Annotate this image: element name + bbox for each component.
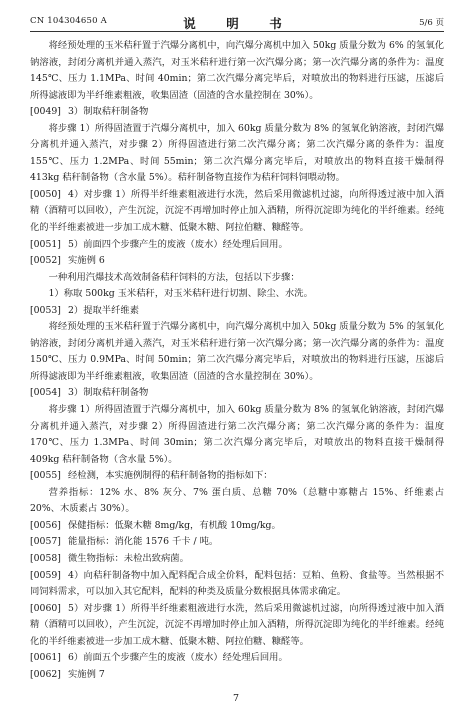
paragraph: 将经预处理的玉米秸秆置于汽爆分离机中，向汽爆分离机中加入 50kg 质量分数为 5% 的氢氧化钠溶液，封闭分离机并通入蒸汽，对玉米秸秆进行第一次汽爆分离；第一次汽爆分离的条件为：温度 150℃、压力 0.9MPa、时间 50min；第二次汽爆分离完毕后，对喷放出的物料进行压滤，压滤后所得滤液即为半纤维素粗液，收集固渣（固渣的含水量控制在 30%）。	[30, 321, 444, 382]
paragraph: [0061] 6）前面五个步骤产生的废液（废水）经处理后回用。	[30, 650, 444, 667]
paragraph: 将步骤 1）所得固渣置于汽爆分离机中，加入 60kg 质量分数为 8% 的氢氧化钠溶液，封闭汽爆分离机并通入蒸汽，对步骤 2）所得固渣进行第二次汽爆分离；第二次汽爆分离的条件为：温度 155℃、压力 1.2MPa、时间 55min；第二次汽爆分离完毕后，对喷放出的物料直接干燥制得 413kg 秸秆制备物（含水量 5%）。秸秆制备物直接作为秸秆饲料饲喂动物。	[30, 122, 444, 184]
paragraph: 将步骤 1）所得固渣置于汽爆分离机中，加入 60kg 质量分数为 8% 的氢氧化钠溶液，封闭汽爆分离机并通入蒸汽，对步骤 2）所得固渣进行第二次汽爆分离；第二次汽爆分离的条件为：温度 170℃、压力 1.3MPa、时间 30min；第二次汽爆分离完毕后，对喷放出的物料直接干燥制得 409kg 秸秆制备物（含水量 5%）。	[30, 404, 444, 465]
page-number: 7	[232, 693, 240, 704]
paragraph: 一种利用汽爆技术高效制备秸秆饲料的方法，包括以下步骤：	[48, 271, 300, 283]
header-divider	[30, 31, 444, 32]
paragraph-number: [0054]	[30, 387, 61, 399]
paragraph: [0051] 5）前面四个步骤产生的废液（废水）经处理后回用。	[30, 237, 444, 254]
paragraph-number: [0052]	[30, 255, 61, 267]
paragraph-number: [0060]	[30, 602, 61, 614]
patent-number: CN 104304650 A	[30, 16, 107, 26]
paragraph: [0050] 4）对步骤 1）所得半纤维素粗液进行水洗，然后采用微滤机过滤，向所得透过液中加入酒精（酒精可以回收），产生沉淀，沉淀不再增加时停止加入酒精，所得沉淀即为纯化的半纤维素。经纯化的半纤维素被进一步加工成木糖、低聚木糖、阿拉伯糖、糠醛等。	[30, 188, 444, 234]
paragraph: [0058] 微生物指标：未检出致病菌。	[30, 551, 444, 568]
document-title: 说 明 书	[183, 16, 291, 31]
paragraph-number: [0050]	[30, 188, 61, 200]
document-body	[30, 38, 444, 683]
paragraph: [0060] 5）对步骤 1）所得半纤维素粗液进行水洗，然后采用微滤机过滤，向所得透过液中加入酒精（酒精可以回收），产生沉淀，沉淀不再增加时停止加入酒精，所得沉淀即为纯化的半纤维素。经纯化的半纤维素被进一步加工成木糖、低聚木糖、阿拉伯糖、糠醛等。	[30, 602, 444, 647]
page-indicator: 5/6 页	[419, 18, 444, 28]
paragraph: [0053] 2）提取半纤维素	[30, 303, 444, 320]
paragraph-number: [0059]	[30, 569, 61, 581]
paragraph-number: [0058]	[30, 552, 61, 564]
paragraph: [0062] 实施例 7	[30, 667, 444, 684]
paragraph-number: [0056]	[30, 519, 61, 531]
paragraph: 营养指标：12% 水、8% 灰分、7% 蛋白质、总糖 70%（总糖中寡糖占 15%、纤维素占 20%、木质素占 30%）。	[30, 486, 444, 515]
paragraph: [0049] 3）制取秸秆制备物	[30, 104, 444, 121]
paragraph-number: [0051]	[30, 238, 61, 250]
page-header	[30, 14, 444, 30]
paragraph-number: [0061]	[30, 652, 61, 664]
paragraph-number: [0049]	[30, 106, 61, 118]
paragraph: 将经预处理的玉米秸秆置于汽爆分离机中，向汽爆分离机中加入 50kg 质量分数为 6% 的氢氧化钠溶液，封闭分离机并通入蒸汽，对玉米秸秆进行第一次汽爆分离；第一次汽爆分离的条件为：温度 145℃、压力 1.1MPa、时间 40min；第二次汽爆分离完毕后，对喷放出的物料进行压滤，压滤后所得滤液即为半纤维素粗液，收集固渣（固渣的含水量控制在 30%）。	[30, 40, 444, 101]
paragraph: 1）称取 500kg 玉米秸秆，对玉米秸秆进行切割、除尘、水洗。	[48, 288, 313, 300]
paragraph-number: [0062]	[30, 668, 61, 680]
paragraph: [0056] 保健指标：低聚木糖 8mg/kg，有机酸 10mg/kg。	[30, 518, 444, 535]
paragraph: [0059] 4）向秸秆制备物中加入配料配合成全价料，配料包括：豆粕、鱼粉、食盐等。当然根据不同饲料需求，可以加入其它配料，配料的种类及质量分数根据具体需求确定。	[30, 569, 444, 598]
paragraph-number: [0053]	[30, 304, 61, 316]
paragraph: [0052] 实施例 6	[30, 253, 444, 270]
paragraph-number: [0057]	[30, 536, 61, 548]
paragraph-number: [0055]	[30, 470, 61, 482]
paragraph: [0055] 经检测，本实施例制得的秸秆制备物的指标如下：	[30, 468, 444, 485]
paragraph: [0054] 3）制取秸秆制备物	[30, 385, 444, 402]
paragraph: [0057] 能量指标：消化能 1576 千卡 / 吨。	[30, 534, 444, 551]
